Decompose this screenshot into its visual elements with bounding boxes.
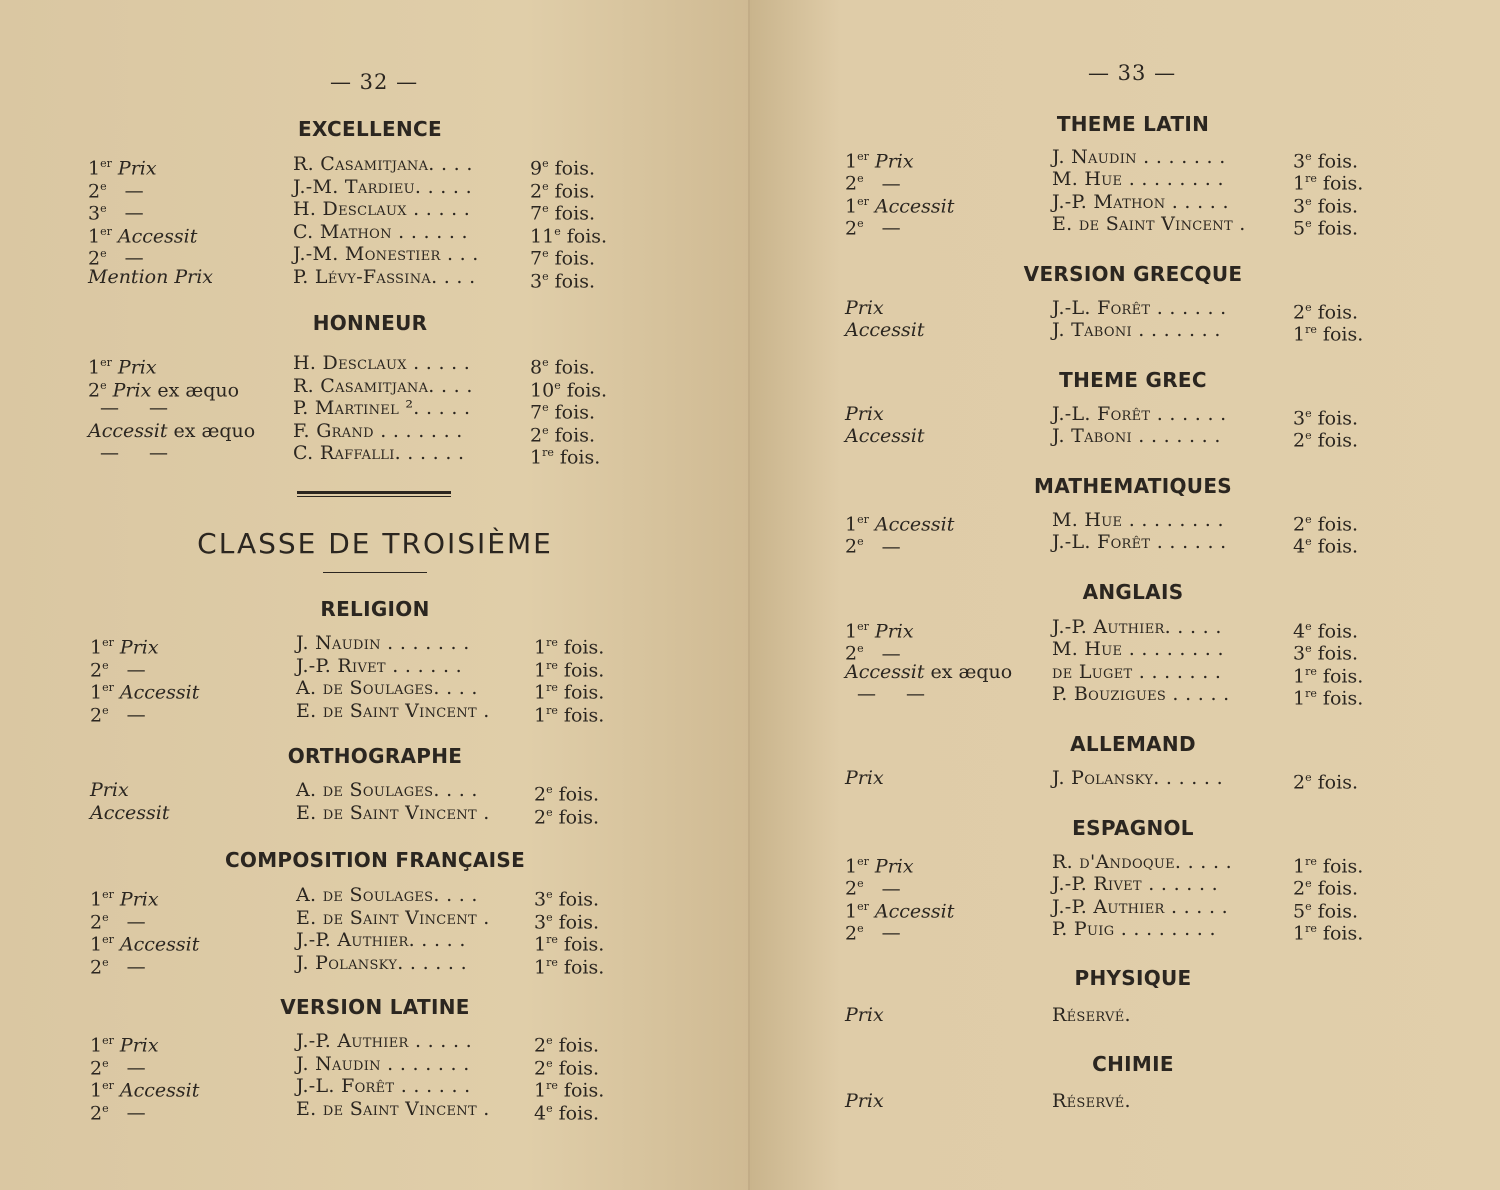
award-count: 7e fois. (530, 401, 595, 424)
award-rank: 1er Prix (845, 855, 914, 878)
award-row (750, 1090, 1450, 1112)
award-rank: 2e — (845, 642, 901, 665)
award-row (0, 654, 700, 681)
award-count: 1re fois. (1293, 172, 1364, 195)
award-rank: 1er Prix (88, 157, 157, 180)
award-count: 2e fois. (1293, 513, 1358, 536)
student-name: H. Desclaux . . . . . (293, 352, 471, 374)
student-name: A. de Soulages. . . . (296, 677, 478, 699)
student-name: P. Bouzigues . . . . . (1052, 682, 1230, 705)
award-rank: 2e — (845, 921, 901, 945)
award-row (750, 509, 1450, 536)
student-name: M. Hue . . . . . . . . (1052, 638, 1224, 661)
student-name: J.-P. Authier . . . . . (296, 1030, 473, 1052)
award-row (0, 374, 700, 401)
class-title: CLASSE DE TROISIÈME (197, 527, 553, 560)
award-row (750, 638, 1450, 665)
award-count: 5e fois. (1293, 899, 1358, 922)
award-rank: 2e — (845, 877, 901, 900)
award-count: 2e fois. (1293, 877, 1358, 900)
award-rank: Prix (90, 779, 129, 801)
section-heading: VERSION GRECQUE (1023, 262, 1243, 286)
award-row (0, 951, 700, 978)
student-name: J.-P. Authier. . . . . (1052, 616, 1222, 638)
award-count: 3e fois. (534, 888, 599, 911)
student-name: J. Naudin . . . . . . . (1052, 146, 1226, 168)
section-heading: THEME LATIN (1056, 112, 1210, 136)
award-row (750, 895, 1450, 922)
award-row (0, 220, 700, 247)
award-rank: 2e — (90, 955, 146, 978)
student-name: J. Naudin . . . . . . . (296, 1052, 470, 1075)
award-row (750, 616, 1450, 643)
award-row (750, 168, 1450, 195)
section-heading: COMPOSITION FRANÇAISE (224, 848, 526, 872)
award-row (750, 851, 1450, 878)
award-count: 1re fois. (1293, 323, 1364, 346)
award-row (750, 212, 1450, 240)
award-rank: 1er Prix (90, 888, 159, 911)
award-count: 3e fois. (1293, 150, 1358, 173)
award-count: 2e fois. (1293, 771, 1358, 794)
award-rank: Accessit (90, 801, 170, 824)
award-count: 5e fois. (1293, 216, 1358, 240)
student-name: E. de Saint Vincent . (296, 906, 490, 929)
award-count: 2e fois. (1293, 429, 1358, 452)
award-row (750, 767, 1450, 794)
student-name: M. Hue . . . . . . . . (1052, 168, 1224, 191)
award-count: 1re fois. (534, 681, 605, 704)
student-name: Réservé. (1052, 1004, 1131, 1026)
student-name: F. Grand . . . . . . . (293, 419, 463, 442)
student-name: J.-L. Forêt . . . . . . (1052, 403, 1227, 425)
award-rank: 2e Prix ex æquo (88, 378, 240, 401)
award-count: 3e fois. (530, 269, 595, 292)
award-row (0, 1052, 700, 1079)
award-row (0, 442, 700, 469)
award-row (0, 699, 700, 726)
award-count: 1re fois. (1293, 855, 1364, 878)
page-number: — 33 — (1088, 61, 1177, 85)
award-row (0, 779, 700, 806)
student-name: J.-P. Rivet . . . . . . (1052, 873, 1218, 896)
award-count: 3e fois. (1293, 194, 1358, 217)
award-row (750, 319, 1450, 346)
award-count: 1re fois. (534, 1079, 605, 1102)
award-rank: — — (100, 397, 169, 419)
award-rank: 1er Accessit (90, 681, 200, 704)
award-count: 1re fois. (534, 658, 605, 681)
student-name: A. de Soulages. . . . (296, 779, 478, 801)
student-name: R. Casamitjana. . . . (293, 153, 473, 175)
student-name: J.-M. Monestier . . . (293, 243, 479, 265)
award-row (750, 531, 1450, 558)
section-heading: CHIMIE (1092, 1052, 1174, 1076)
award-count: 8e fois. (530, 356, 595, 379)
section-heading: EXCELLENCE (298, 117, 442, 141)
award-rank: 2e — (90, 1056, 146, 1079)
award-rank: 1er Accessit (845, 899, 955, 922)
award-rank: — — (857, 682, 926, 705)
student-name: J.-P. Authier . . . . . (1052, 895, 1229, 918)
student-name: J. Taboni . . . . . . . (1052, 425, 1221, 448)
award-count: 2e fois. (534, 1056, 599, 1079)
award-row (0, 198, 700, 225)
award-rank: 1er Accessit (845, 513, 955, 536)
award-row (750, 1004, 1450, 1026)
award-row (0, 243, 700, 270)
student-name: M. Hue . . . . . . . . (1052, 509, 1224, 531)
award-count: 1re fois. (534, 933, 605, 956)
award-rank: Accessit (845, 319, 925, 342)
section-heading: MATHEMATIQUES (1034, 474, 1232, 498)
student-name: E. de Saint Vincent . (296, 801, 490, 824)
award-rank: 1er Prix (90, 1034, 159, 1057)
award-rank: Prix (845, 297, 884, 319)
student-name: H. Desclaux . . . . . (293, 198, 471, 220)
award-count: 11e fois. (530, 224, 608, 247)
award-count: 2e fois. (534, 1034, 599, 1057)
student-name: E. de Saint Vincent . (1052, 212, 1246, 235)
award-count: 7e fois. (530, 202, 595, 225)
award-rank: 2e — (90, 910, 146, 933)
award-count: 1re fois. (530, 446, 601, 469)
student-name: J.-P. Rivet . . . . . . (296, 654, 462, 677)
award-rank: 2e — (90, 658, 146, 681)
award-row (0, 352, 700, 379)
student-name: R. Casamitjana. . . . (293, 374, 473, 397)
award-rank: 1er Prix (88, 356, 157, 379)
award-row (750, 682, 1450, 710)
award-rank: 2e — (845, 216, 901, 240)
award-count: 1re fois. (1293, 686, 1364, 710)
award-row (750, 873, 1450, 900)
award-count: 3e fois. (1293, 407, 1358, 430)
award-count: 3e fois. (534, 910, 599, 933)
award-count: 7e fois. (530, 247, 595, 270)
award-row (750, 425, 1450, 452)
section-heading: ALLEMAND (1070, 732, 1196, 756)
award-row (0, 419, 700, 446)
award-count: 3e fois. (1293, 642, 1358, 665)
award-row (0, 265, 700, 292)
award-row (0, 801, 700, 828)
award-count: 2e fois. (1293, 301, 1358, 324)
student-name: C. Raffalli. . . . . . (293, 442, 465, 464)
award-rank: Mention Prix (88, 265, 214, 288)
award-rank: 2e — (88, 179, 144, 202)
award-rank: 1er Prix (90, 636, 159, 659)
award-row (0, 175, 700, 202)
award-row (0, 906, 700, 933)
award-count: 1re fois. (534, 703, 605, 726)
award-row (750, 297, 1450, 324)
student-name: E. de Saint Vincent . (296, 699, 490, 722)
award-rank: 1er Prix (845, 620, 914, 643)
award-rank: 2e — (90, 703, 146, 726)
student-name: J.-P. Authier. . . . . (296, 929, 466, 951)
award-row (750, 146, 1450, 173)
award-rank: Prix (845, 1090, 884, 1112)
section-heading: ESPAGNOL (1072, 816, 1194, 840)
student-name: J.-L. Forêt . . . . . . (1052, 297, 1227, 319)
award-rank: 2e — (90, 1101, 146, 1124)
award-rank: Prix (845, 1004, 884, 1026)
student-name: J. Polansky. . . . . . (296, 951, 467, 974)
award-rank: Prix (845, 403, 884, 425)
award-rank: 2e — (845, 172, 901, 195)
award-count: 1re fois. (1293, 664, 1364, 687)
award-rank: Prix (845, 767, 884, 789)
student-name: J.-L. Forêt . . . . . . (1052, 531, 1227, 554)
award-count: 4e fois. (534, 1101, 599, 1124)
student-name: J.-P. Mathon . . . . . (1052, 190, 1229, 213)
section-heading: HONNEUR (312, 311, 428, 335)
award-rank: 1er Accessit (90, 933, 200, 956)
award-row (0, 632, 700, 659)
section-divider (297, 491, 451, 497)
award-rank: — — (100, 442, 169, 464)
student-name: de Luget . . . . . . . (1052, 660, 1222, 683)
award-rank: 1er Accessit (88, 224, 198, 247)
student-name: P. Martinel ². . . . . (293, 397, 471, 419)
award-row (750, 190, 1450, 217)
award-rank: Accessit (845, 425, 925, 448)
award-row (0, 1030, 700, 1057)
right-page (750, 0, 1500, 1190)
student-name: J. Naudin . . . . . . . (296, 632, 470, 654)
award-row (750, 917, 1450, 945)
student-name: R. d'Andoque. . . . . (1052, 851, 1232, 873)
award-row (0, 884, 700, 911)
award-row (0, 929, 700, 956)
award-rank: 3e — (88, 202, 144, 225)
award-count: 1re fois. (1293, 921, 1364, 945)
student-name: J.-L. Forêt . . . . . . (296, 1075, 471, 1097)
award-count: 1re fois. (534, 955, 605, 978)
award-count: 9e fois. (530, 157, 595, 180)
award-row (0, 1097, 700, 1124)
award-count: 2e fois. (534, 783, 599, 806)
award-rank: Accessit ex æquo (88, 419, 256, 442)
student-name: J. Polansky. . . . . . (1052, 767, 1223, 789)
award-row (0, 677, 700, 704)
award-count: 1re fois. (534, 636, 605, 659)
award-count: 4e fois. (1293, 620, 1358, 643)
student-name: C. Mathon . . . . . . (293, 220, 468, 243)
section-heading: RELIGION (320, 597, 430, 621)
award-count: 2e fois. (530, 423, 595, 446)
section-heading: ANGLAIS (1082, 580, 1184, 604)
award-rank: 1er Accessit (845, 194, 955, 217)
section-heading: THEME GREC (1059, 368, 1207, 392)
award-row (750, 660, 1450, 687)
student-name: Réservé. (1052, 1090, 1131, 1112)
award-rank: Accessit ex æquo (845, 660, 1013, 683)
section-heading: ORTHOGRAPHE (287, 744, 463, 768)
award-rank: 1er Accessit (90, 1079, 200, 1102)
award-count: 4e fois. (1293, 535, 1358, 558)
award-row (0, 397, 700, 424)
section-heading: VERSION LATINE (280, 995, 470, 1019)
student-name: J.-M. Tardieu. . . . . (293, 175, 472, 198)
award-count: 2e fois. (534, 805, 599, 828)
student-name: A. de Soulages. . . . (296, 884, 478, 906)
title-underline (323, 572, 427, 573)
section-heading: PHYSIQUE (1074, 966, 1192, 990)
award-count: 2e fois. (530, 179, 595, 202)
student-name: J. Taboni . . . . . . . (1052, 319, 1221, 342)
student-name: P. Puig . . . . . . . . (1052, 917, 1216, 940)
award-rank: 2e — (845, 535, 901, 558)
student-name: E. de Saint Vincent . (296, 1097, 490, 1120)
page-number: — 32 — (330, 70, 419, 94)
award-rank: 1er Prix (845, 150, 914, 173)
student-name: P. Lévy-Fassina. . . . (293, 265, 476, 288)
award-row (750, 403, 1450, 430)
award-row (0, 153, 700, 180)
award-row (0, 1075, 700, 1102)
award-count: 10e fois. (530, 378, 608, 401)
award-rank: 2e — (88, 247, 144, 270)
